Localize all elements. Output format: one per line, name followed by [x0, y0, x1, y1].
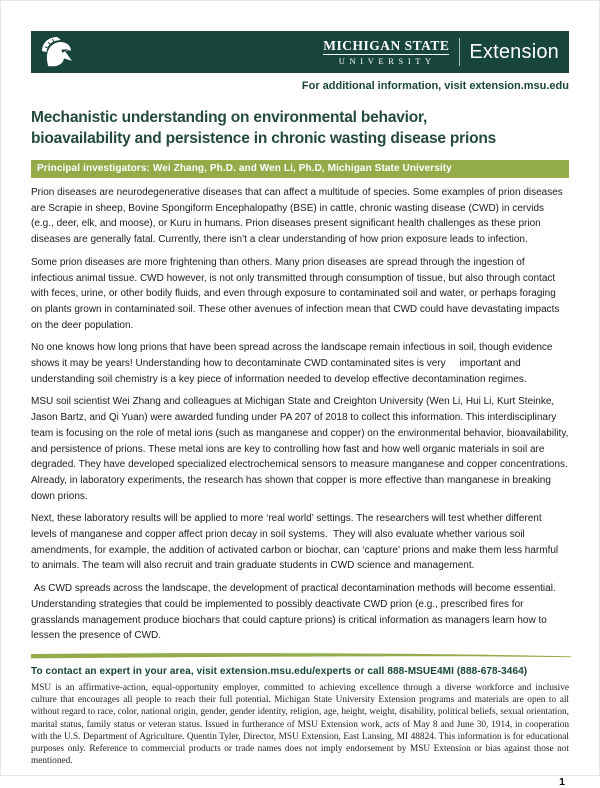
body-paragraph: As CWD spreads across the landscape, the development of practical decontamination methods will become essential. Understanding strategies that could be implemented to possibly deactivate CWD prion (e.g., prescribed fires for grasslands management produce biochars that could capture prions) is critical information as managers learn how to lessen the presence of CWD.	[31, 583, 559, 642]
body-paragraph: Some prion diseases are more frightening than others. Many prion diseases are spread through the ingestion of infectious animal tissue. CWD however, is not only transmitted through consumption of tissue, but also through contact with feces, urine, or other bodily fluids, and even through exposure to contaminated soil and water, or perhaps foraging on plants grown in contaminated soil. These other avenues of infection mean that CWD could have devastating impacts on the deer population.	[31, 256, 563, 331]
page-title-line1: Mechanistic understanding on environmental behavior,	[31, 109, 428, 126]
article-body	[31, 185, 572, 644]
investigators-bar: Principal investigators: Wei Zhang, Ph.D. and Wen Li, Ph.D, Michigan State University	[31, 160, 569, 178]
extension-brand: Extension	[469, 40, 559, 63]
msu-header-bar	[31, 31, 569, 73]
disclaimer-text: MSU is an affirmative-action, equal-opportunity employer, committed to achieving excellence through a diverse workforce and inclusive culture that encourages all people to reach their full potential. Michigan State University Extension programs and materials are open to all without regard to race, color, national origin, gender, gender identity, religion, age, height, weight, disability, political beliefs, sexual orientation, marital status, family status or veteran status. Issued in furtherance of MSU Extension work, acts of May 8 and June 30, 1914, in cooperation with the U.S. Department of Agriculture. Quentin Tyler, Director, MSU Extension, East Lansing, MI 48824. This information is for educational purposes only. Reference to commercial products or trade names does not imply endorsement by MSU Extension or bias against those not mentioned.	[31, 682, 569, 767]
spartan-helmet-logo-icon	[39, 36, 79, 68]
wordmark-university: UNIVERSITY	[338, 55, 436, 66]
page-title-line2: bioavailability and persistence in chronic wasting disease prions	[31, 130, 497, 147]
body-paragraph: Prion diseases are neurodegenerative diseases that can affect a multitude of species. Some examples of prion diseases are Scrapie in sheep, Bovine Spongiform Encephalopathy (BSE) in cattle, chronic wasting disease (CWD) in cervids (e.g., deer, elk, and moose), or Kuru in humans. Prion diseases present significant health challenges as these prion diseases are generally fatal. Currently, there isn’t a clear understanding of how prion exposure leads to infection.	[31, 187, 566, 246]
body-paragraph: Next, these laboratory results will be applied to more ‘real world’ settings. The researchers will test whether different levels of manganese and copper affect prion decay in soil systems. They will also evaluate whether various soil amendments, for example, the addition of activated carbon or biochar, can ‘capture’ prions and make them less harmful to animals. The team will also recruit and train graduate students in CWD science and management.	[31, 513, 561, 572]
msu-wordmark-group	[323, 38, 559, 66]
wordmark-michigan-state: MICHIGAN STATE	[323, 39, 449, 55]
header-divider	[459, 38, 460, 66]
page-title	[31, 107, 569, 149]
contact-expert-line: To contact an expert in your area, visit extension.msu.edu/experts or call 888-MSUE4MI (888-678-3464)	[31, 665, 528, 677]
footer-divider-swoosh	[31, 652, 571, 660]
body-paragraph: MSU soil scientist Wei Zhang and colleagues at Michigan State and Creighton University (Wen Li, Hui Li, Kurt Steinke, Jason Bartz, and Qi Yuan) were awarded funding under PA 207 of 2018 to collect this information. This interdisciplinary team is focusing on the role of metal ions (such as manganese and copper) on the environmental behavior, bioavailability, and persistence of prions. These metal ions are key to controlling how fast and how well organic materials in soil are degraded. They have developed specialized electrochemical sensors to measure manganese and copper concentrations. Already, in laboratory experiments, the research has shown that copper is more effective than manganese in breaking down prions.	[31, 396, 572, 502]
msu-wordmark	[323, 39, 449, 66]
header-tagline: For additional information, visit extension.msu.edu	[301, 80, 569, 92]
page-number: 1	[559, 776, 565, 788]
body-paragraph: No one knows how long prions that have been spread across the landscape remain infectious in soil, though evidence shows it may be years! Understanding how to decontaminate CWD contaminated sites is very important and understanding soil chemistry is a key piece of information needed to develop effective decontamination regimes.	[31, 342, 556, 385]
